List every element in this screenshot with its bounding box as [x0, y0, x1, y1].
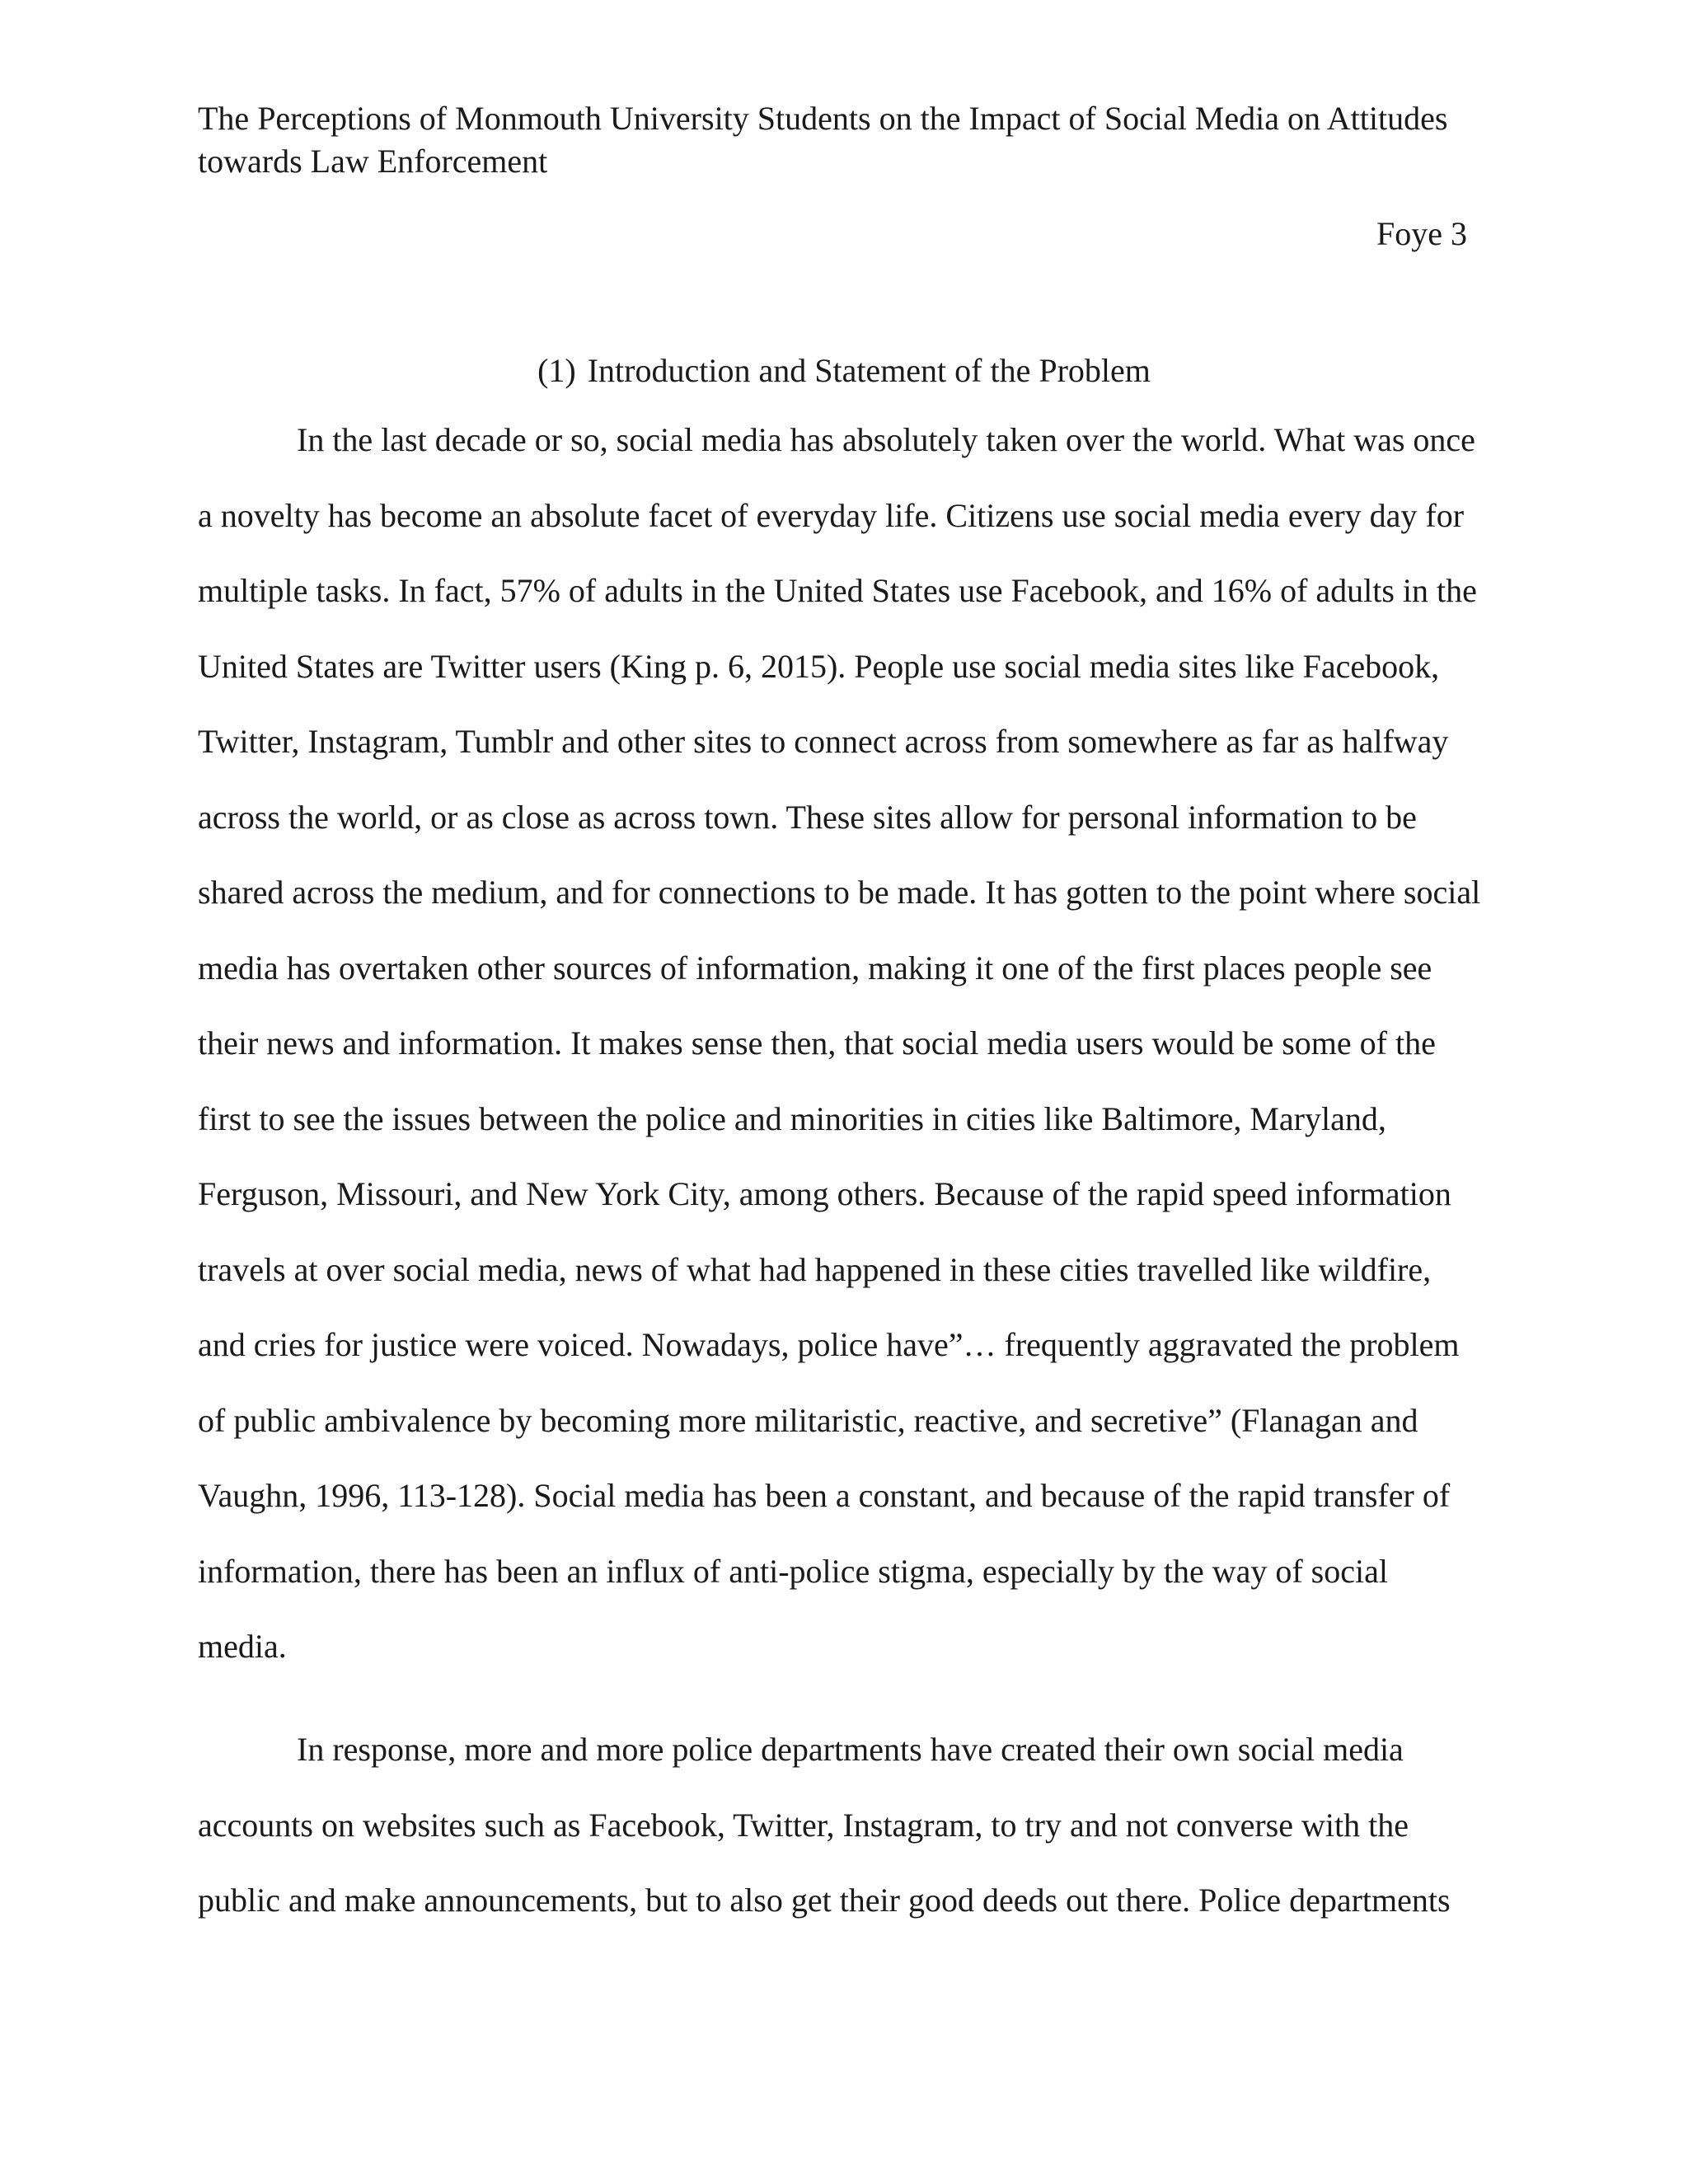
section-heading: [0, 349, 1688, 392]
paragraph-line: United States are Twitter users (King p. 6, 2015). People use social media sites like Facebook,: [198, 648, 1440, 685]
running-head: [198, 97, 1484, 183]
paragraph-line: multiple tasks. In fact, 57% of adults in the United States use Facebook, and 16% of adults in the: [198, 572, 1477, 609]
paragraph-line: public and make announcements, but to also get their good deeds out there. Police departments: [198, 1882, 1451, 1919]
paragraph-line: media.: [198, 1628, 287, 1665]
paragraph-line: In the last decade or so, social media has absolutely taken over the world. What was once: [297, 421, 1475, 458]
paragraph-line: their news and information. It makes sense then, that social media users would be some of the: [198, 1024, 1436, 1062]
section-heading-title: Introduction and Statement of the Problem: [587, 352, 1151, 389]
paragraph-line: In response, more and more police departments have created their own social media: [297, 1731, 1404, 1768]
paragraph-line: of public ambivalence by becoming more militaristic, reactive, and secretive” (Flanagan and: [198, 1402, 1418, 1439]
paragraph-line: Twitter, Instagram, Tumblr and other sites to connect across from somewhere as far as halfway: [198, 723, 1449, 760]
running-head-line-2: towards Law Enforcement: [198, 143, 548, 180]
paragraph-line: and cries for justice were voiced. Nowadays, police have”… frequently aggravated the problem: [198, 1326, 1460, 1363]
paragraph-line: first to see the issues between the police and minorities in cities like Baltimore, Maryland,: [198, 1100, 1386, 1137]
paragraph-line: a novelty has become an absolute facet of everyday life. Citizens use social media every day for: [198, 497, 1465, 534]
paragraph-line: information, there has been an influx of anti-police stigma, especially by the way of social: [198, 1553, 1388, 1590]
page-number: Foye 3: [1376, 215, 1467, 252]
paragraph-line: accounts on websites such as Facebook, Twitter, Instagram, to try and not converse with the: [198, 1807, 1409, 1844]
paragraph-line: Ferguson, Missouri, and New York City, among others. Because of the rapid speed information: [198, 1175, 1451, 1212]
running-head-line-1: The Perceptions of Monmouth University Students on the Impact of Social Media on Attitudes: [198, 100, 1448, 137]
paragraph-line: shared across the medium, and for connections to be made. It has gotten to the point where social: [198, 874, 1481, 911]
paragraph-line: media has overtaken other sources of information, making it one of the first places people see: [198, 949, 1432, 987]
paragraph-line: Vaughn, 1996, 113-128). Social media has been a constant, and because of the rapid transfer of: [198, 1477, 1451, 1514]
paragraph-line: travels at over social media, news of what had happened in these cities travelled like wildfire,: [198, 1251, 1432, 1288]
section-heading-number: (1): [537, 352, 576, 389]
paragraph-line: across the world, or as close as across town. These sites allow for personal information to be: [198, 799, 1417, 836]
